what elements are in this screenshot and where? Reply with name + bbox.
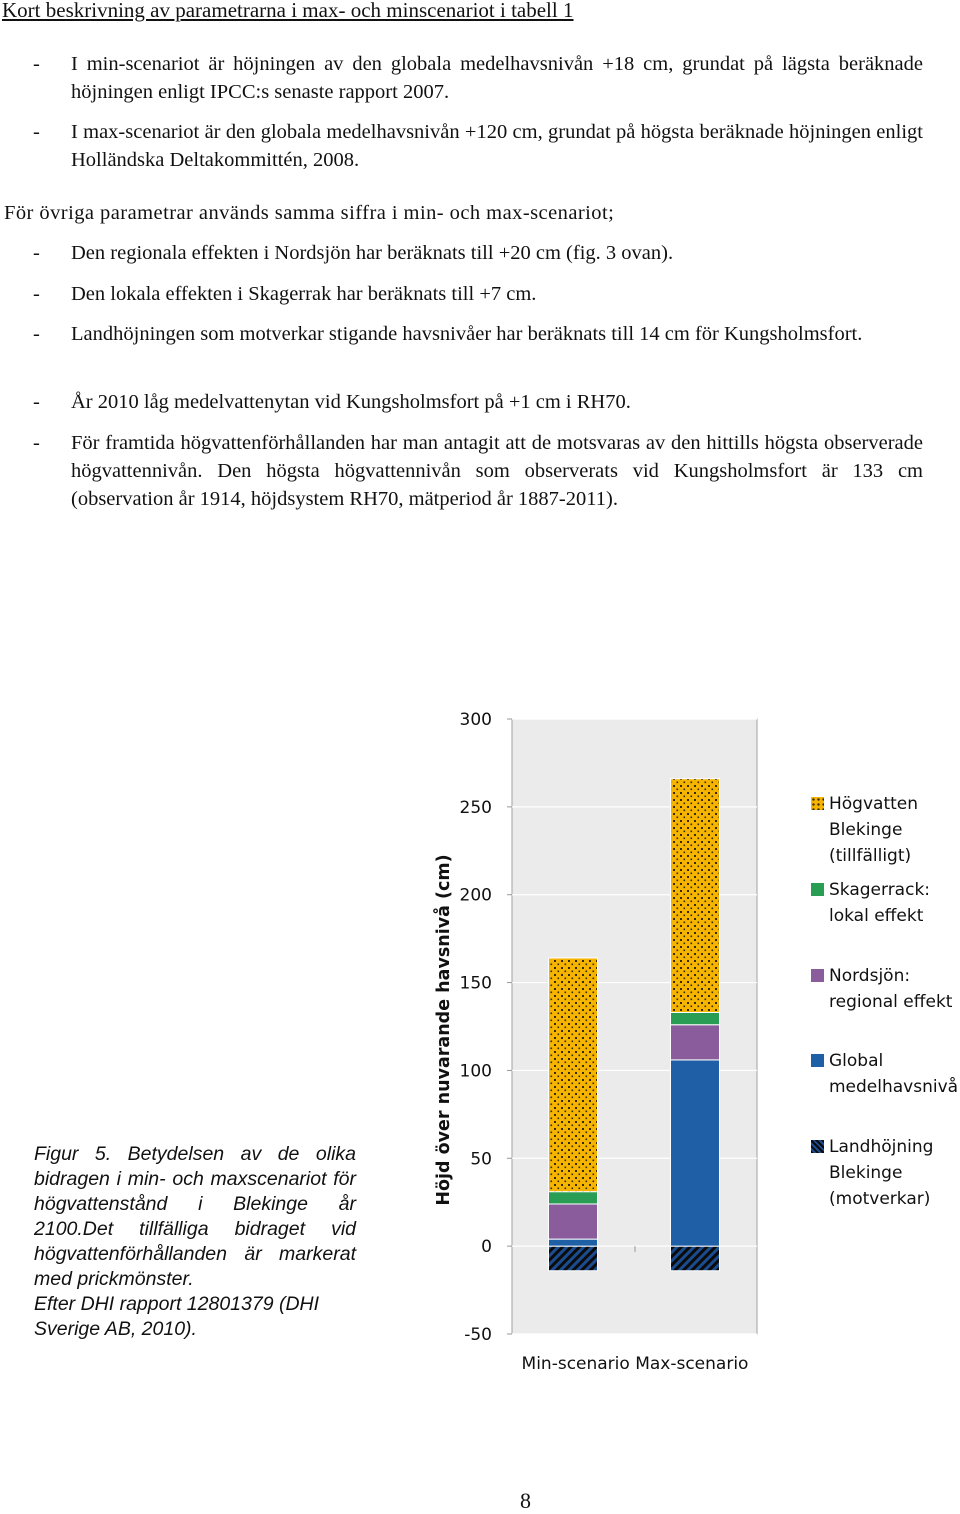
bullet-dash: - [33, 121, 40, 143]
y-tick-label: 250 [459, 797, 492, 818]
list-item [0, 239, 930, 267]
bar-segment [549, 1192, 598, 1204]
bar-segment [671, 1060, 720, 1246]
y-axis-label: Höjd över nuvarande havsnivå (cm) [434, 854, 454, 1206]
legend-label: Global medelhavsnivå [829, 1051, 959, 1097]
bullet-dash: - [33, 323, 40, 345]
bullet-text: År 2010 låg medelvattenytan vid Kungsholmsfort på +1 cm i RH70. [71, 391, 631, 413]
bar-segment [671, 779, 720, 1013]
bullet-text: I max-scenariot är den globala medelhavsnivån +120 cm, grundat på högsta beräknade höjningen enligt Holländska Deltakommittén, 2008. [71, 121, 923, 171]
bullet-dash: - [33, 53, 40, 75]
y-tick-labels [460, 710, 492, 1345]
list-item [0, 429, 930, 541]
bullet-text: Den lokala effekten i Skagerrak har beräknats till +7 cm. [71, 283, 537, 305]
y-tick-label: 150 [459, 973, 492, 994]
bar-segment [671, 1246, 720, 1271]
y-tick-label: 0 [481, 1237, 492, 1258]
legend-label: Skagerrack: lokal effekt [829, 880, 931, 926]
caption-text: Figur 5. Betydelsen av de olika bidragen i min- och maxscenariot för högvattenstånd i Blekinge år 2100.Det tillfälliga bidraget vid högvattenförhållanden är markerat med prickmönster. [34, 1143, 356, 1290]
caption-source: Efter DHI rapport 12801379 (DHI Sverige AB, 2010). [34, 1293, 320, 1340]
x-axis-labels: Min-scenario Max-scenario [521, 1354, 749, 1374]
list-item [0, 118, 930, 174]
y-tick-label: 300 [459, 710, 492, 730]
intro-paragraph: För övriga parametrar används samma siffra i min- och max-scenariot; [4, 202, 615, 224]
bullet-text: I min-scenariot är höjningen av den globala medelhavsnivån +18 cm, grundat på lägsta beräknade höjningen enligt IPCC:s senaste rapport 2007. [71, 53, 923, 103]
list-item [0, 280, 930, 308]
section-heading: Kort beskrivning av parametrarna i max- och minscenariot i tabell 1 [2, 0, 574, 22]
legend-swatch-hatch [811, 1140, 824, 1153]
figure-caption [34, 1142, 356, 1342]
y-tick-label: 100 [459, 1061, 492, 1082]
page-number: 8 [520, 1488, 531, 1513]
legend-label: Landhöjning Blekinge (motverkar) [829, 1137, 934, 1209]
y-tick-label: -50 [464, 1325, 492, 1345]
list-item [0, 388, 930, 416]
list-item [0, 320, 930, 376]
bar-segment [549, 1239, 598, 1246]
bullet-text: För framtida högvattenförhållanden har man antagit att de motsvaras av den hittills högsta observerade högvattennivån. Den högsta högvattennivån som observerats vid Kungsholmsfort är 133 cm (observation år 1914, höjdsystem RH70, mätperiod år 1887-2011). [71, 432, 923, 510]
bullet-dash: - [33, 391, 40, 413]
bullet-text: Den regionala effekten i Nordsjön har beräknats till +20 cm (fig. 3 ovan). [71, 242, 674, 264]
bar-segment [549, 1204, 598, 1239]
legend-label: Högvatten Blekinge (tillfälligt) [829, 794, 919, 866]
legend-swatch [811, 1054, 824, 1067]
list-item [0, 50, 930, 106]
bar-segment [549, 958, 598, 1192]
legend-label: Nordsjön: regional effekt [829, 966, 953, 1012]
y-tick-label: 200 [459, 885, 492, 906]
legend-swatch [811, 969, 824, 982]
y-tick-label: 50 [470, 1149, 492, 1170]
bullet-dash: - [33, 242, 40, 264]
bar-segment [671, 1025, 720, 1060]
bullet-dash: - [33, 283, 40, 305]
bar-segment [549, 1246, 598, 1271]
legend-swatch [811, 883, 824, 896]
legend-swatch-dots [811, 797, 824, 810]
bar-segment [671, 1012, 720, 1024]
bullet-text: Landhöjningen som motverkar stigande havsnivåer har beräknats till 14 cm för Kungsholmsfort. [71, 323, 863, 345]
bullet-dash: - [33, 432, 40, 454]
